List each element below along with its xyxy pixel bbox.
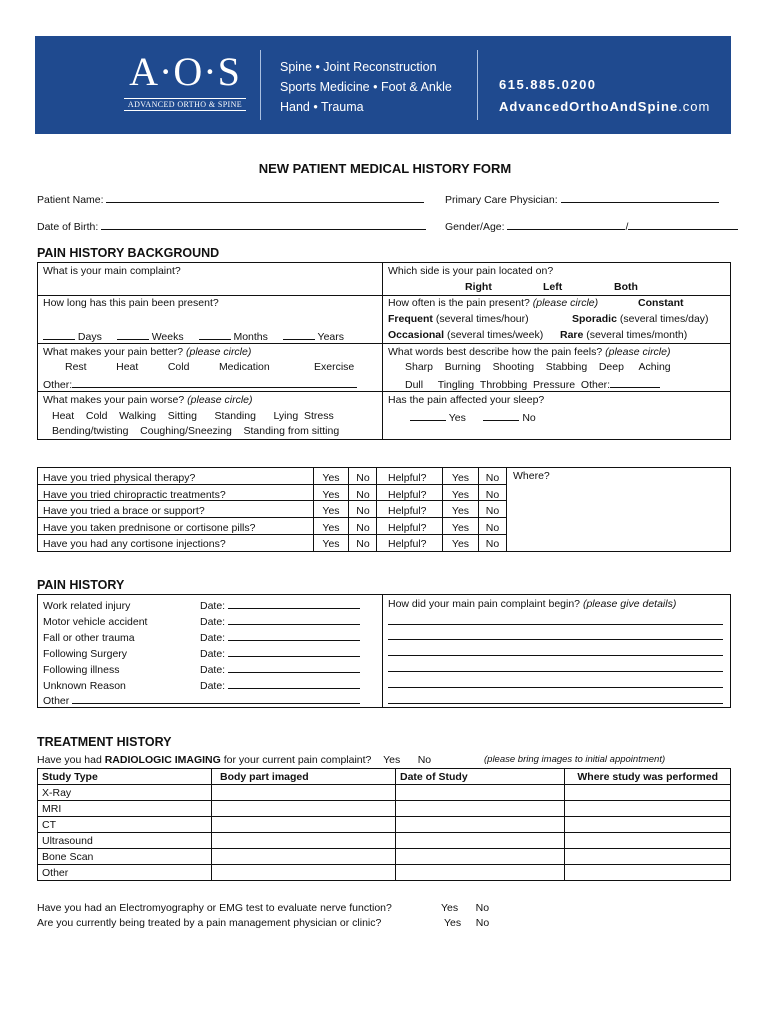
pain-mgmt-options[interactable]: Yes No (444, 917, 490, 929)
aos-logo: A·O·S ADVANCED ORTHO & SPINE (110, 50, 260, 112)
feel-options-2[interactable]: Dull Tingling Throbbing Pressure Other: (405, 377, 660, 391)
feel-options-1[interactable]: Sharp Burning Shooting Stabbing Deep Aching (405, 361, 671, 373)
worse-options-2[interactable]: Bending/twisting Coughing/Sneezing Standing from sitting (52, 425, 340, 437)
worse-options-1[interactable]: Heat Cold Walking Sitting Standing Lying Stress (52, 410, 334, 422)
feel-question: What words best describe how the pain feels? (please circle) (388, 346, 671, 358)
table-row: Other (38, 865, 731, 881)
helpful-col: Helpful? Helpful? Helpful? Helpful? Helpful? (388, 472, 427, 551)
table-row: MRI (38, 801, 731, 817)
often-constant[interactable]: Constant (638, 297, 684, 309)
often-rare[interactable]: Rare (several times/month) (560, 329, 688, 341)
phone-number: 615.885.0200 (499, 77, 597, 92)
begin-question: How did your main pain complaint begin? (please give details) (388, 598, 677, 610)
divider (477, 50, 478, 120)
better-options[interactable]: Rest Heat Cold Medication Exercise (65, 361, 355, 373)
patient-name-field[interactable]: Patient Name: (37, 192, 424, 206)
website: AdvancedOrthoAndSpine.com (499, 99, 711, 114)
cause-other-field[interactable]: Other (43, 693, 360, 707)
duration-options[interactable]: Days Weeks Months Years (43, 329, 373, 343)
sleep-question: Has the pain affected your sleep? (388, 394, 545, 406)
gender-age-field[interactable]: Gender/Age: / (445, 219, 738, 233)
dob-field[interactable]: Date of Birth: (37, 219, 426, 233)
header-banner (35, 36, 731, 134)
pain-mgmt-question: Are you currently being treated by a pain management physician or clinic? (37, 917, 382, 929)
where-label: Where? (513, 470, 550, 482)
how-long-label: How long has this pain been present? (43, 297, 219, 309)
treatment-yes-col[interactable]: Yes Yes Yes Yes Yes (322, 472, 340, 551)
treatment-questions: Have you tried physical therapy? Have you tried chiropractic treatments? Have you tried a brace or support? Have you taken prednisone or cortisone pills? Have you had any cortisone injections? (43, 472, 256, 551)
better-other-field[interactable]: Other: (43, 377, 357, 391)
imaging-question[interactable]: Have you had RADIOLOGIC IMAGING for your current pain complaint? Yes No (37, 754, 432, 766)
treatment-no-col[interactable]: No No No No No (356, 472, 370, 551)
side-left[interactable]: Left (543, 281, 563, 293)
helpful-yes-col[interactable]: Yes Yes Yes Yes Yes (451, 472, 470, 551)
form-title: NEW PATIENT MEDICAL HISTORY FORM (258, 161, 512, 176)
main-complaint-label: What is your main complaint? (43, 265, 181, 277)
table-row: Ultrasound (38, 833, 731, 849)
pain-causes[interactable]: Work related injury Motor vehicle accident Fall or other trauma Following Surgery Following illness Unknown Reason (43, 600, 148, 692)
treatment-history-heading: TREATMENT HISTORY (37, 735, 172, 749)
worse-question: What makes your pain worse? (please circle) (43, 394, 253, 406)
table-row: Bone Scan (38, 849, 731, 865)
better-question: What makes your pain better? (please circle) (43, 346, 252, 358)
pcp-field[interactable]: Primary Care Physician: (445, 192, 719, 206)
begin-answer-lines[interactable] (388, 610, 723, 704)
table-row: CT (38, 817, 731, 833)
specialties: Spine • Joint Reconstruction Sports Medicine • Foot & Ankle Hand • Trauma (280, 60, 452, 114)
emg-question: Have you had an Electromyography or EMG test to evaluate nerve function? (37, 902, 392, 914)
pain-history-heading: PAIN HISTORY (37, 578, 125, 592)
cause-dates[interactable]: Date: Date: Date: Date: Date: Date: (200, 598, 360, 694)
helpful-no-col[interactable]: No No No No No (485, 472, 500, 551)
table-row: X-Ray (38, 785, 731, 801)
often-frequent[interactable]: Frequent (several times/hour) (388, 313, 529, 325)
side-right[interactable]: Right (465, 281, 492, 293)
often-question: How often is the pain present? (please circle) (388, 297, 599, 309)
bring-images-note: (please bring images to initial appointment) (484, 754, 666, 765)
table-header-row: Study Type Body part imaged Date of Study Where study was performed (38, 769, 731, 785)
sleep-options[interactable]: Yes No (410, 410, 536, 424)
often-occasional[interactable]: Occasional (several times/week) (388, 329, 544, 341)
emg-options[interactable]: Yes No (441, 902, 490, 914)
pain-background-heading: PAIN HISTORY BACKGROUND (37, 246, 220, 260)
divider (382, 262, 383, 440)
imaging-table (37, 768, 731, 881)
divider (260, 50, 261, 120)
often-sporadic[interactable]: Sporadic (several times/day) (572, 313, 709, 325)
side-question: Which side is your pain located on? (388, 265, 554, 277)
side-both[interactable]: Both (614, 281, 638, 293)
